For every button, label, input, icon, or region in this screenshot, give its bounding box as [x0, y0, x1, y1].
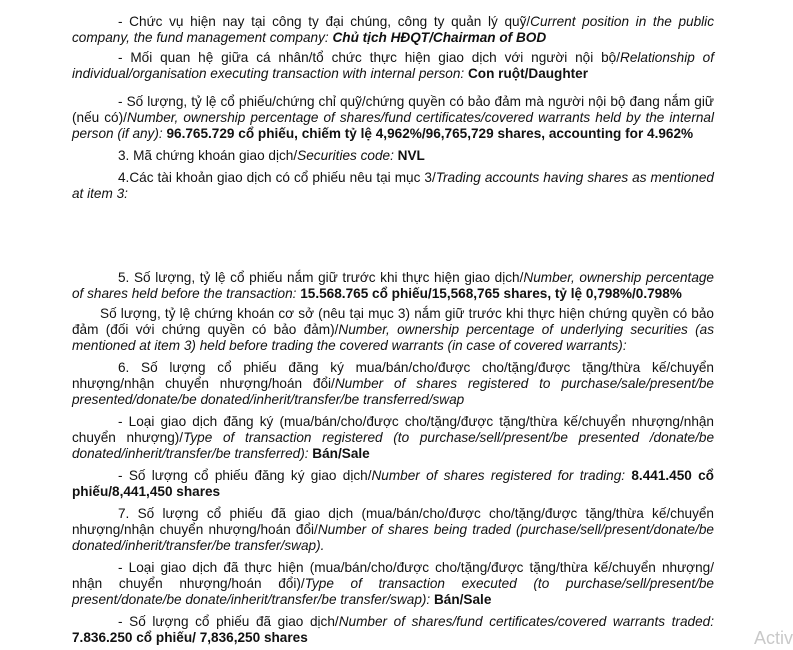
position-paragraph	[72, 14, 714, 46]
traded-shares-paragraph	[72, 506, 714, 554]
underlying-holding-en: Number, ownership percentage of underlying securities (as mentioned at item 3) held before trading the covered warrants (in case of covered warrants):	[72, 322, 714, 353]
traded-shares-en: Number of shares being traded (purchase/sell/present/donate/be donated/inherit/transfer/be transfer/swap).	[72, 522, 714, 553]
underlying-holding-paragraph	[72, 306, 714, 354]
registered-quantity-en: Number of shares registered for trading:	[371, 468, 632, 483]
relationship-value: Con ruột/Daughter	[467, 66, 589, 81]
holding-before-value: 15.568.765 cổ phiếu/15,568,765 shares, tỷ lệ 0,798%/0.798%	[300, 286, 682, 301]
internal-holding-vn: - Số lượng, tỷ lệ cổ phiếu/chứng chỉ quỹ/chứng quyền có bảo đảm mà người nội bộ đang nắm giữ (nếu có)/	[72, 94, 714, 125]
registered-type-value: Bán/Sale	[312, 446, 370, 461]
registered-shares-vn: 6. Số lượng cổ phiếu đăng ký mua/bán/cho/được cho/tặng/được tặng/thừa kế/chuyển nhượng/nhận chuyển nhượng/hoán đổi/	[72, 360, 714, 391]
traded-quantity-vn: - Số lượng cổ phiếu đã giao dịch/	[118, 614, 339, 629]
activation-watermark: Activ	[753, 628, 793, 648]
registered-type-paragraph	[72, 414, 714, 462]
registered-quantity-vn: - Số lượng cổ phiếu đăng ký giao dịch/	[118, 468, 372, 483]
traded-quantity-en: Number of shares/fund certificates/covered warrants traded:	[338, 614, 714, 629]
registered-type-vn: - Loại giao dịch đăng ký (mua/bán/cho/được cho/tặng/được tặng/thừa kế/chuyển nhượng/nhận chuyển nhượng)/	[72, 414, 714, 445]
trading-accounts-en: Trading accounts having shares as mentioned at item 3:	[72, 170, 714, 201]
position-en: Current position in the public company, the fund management company:	[72, 14, 714, 45]
registered-quantity-paragraph	[72, 468, 714, 500]
traded-shares-vn: 7. Số lượng cổ phiếu đã giao dịch (mua/bán/cho/được cho/tặng/được tặng/thừa kế/chuyển nhượng/nhận chuyển nhượng/hoán đổi/	[72, 506, 714, 537]
registered-type-en: Type of transaction registered (to purchase/sell/present/be presented /donate/be donated/inherit/transfer/be transferred):	[72, 430, 714, 461]
internal-holding-en: Number, ownership percentage of shares/fund certificates/covered warrants held by the internal person (if any):	[72, 110, 714, 141]
securities-code-paragraph	[72, 148, 714, 164]
executed-type-vn: - Loại giao dịch đã thực hiện (mua/bán/cho/được cho/tặng/được tặng/thừa kế/chuyển nhượng/ nhận chuyển nhượng/hoán đổi)/	[72, 560, 714, 591]
holding-before-vn: 5. Số lượng, tỷ lệ cổ phiếu nắm giữ trước khi thực hiện giao dịch/	[118, 270, 524, 285]
executed-type-paragraph	[72, 560, 714, 608]
traded-quantity-paragraph	[72, 614, 714, 646]
internal-holding-paragraph	[72, 94, 714, 142]
executed-type-en: Type of transaction executed (to purchase/sell/present/be present/donate/be donate/inherit/transfer/be transfer/swap):	[72, 576, 714, 607]
registered-shares-en: Number of shares registered to purchase/sale/present/be presented/donate/be donated/inherit/transfer/be transferred/swap	[72, 376, 714, 407]
internal-holding-value: 96.765.729 cổ phiếu, chiếm tỷ lệ 4,962%/96,765,729 shares, accounting for 4.962%	[166, 126, 694, 141]
registered-shares-paragraph	[72, 360, 714, 408]
relationship-vn: - Mối quan hệ giữa cá nhân/tổ chức thực hiện giao dịch với người nội bộ/	[118, 50, 620, 65]
relationship-en: Relationship of individual/organisation executing transaction with internal person:	[72, 50, 714, 81]
relationship-paragraph	[72, 50, 714, 82]
traded-quantity-value: 7.836.250 cổ phiếu/ 7,836,250 shares	[72, 630, 308, 645]
trading-accounts-vn: 4.Các tài khoản giao dịch có cổ phiếu nêu tại mục 3/	[118, 170, 436, 185]
securities-code-value: NVL	[397, 148, 425, 163]
securities-code-vn: 3. Mã chứng khoán giao dịch/	[118, 148, 298, 163]
registered-quantity-value: 8.441.450 cổ phiếu/8,441,450 shares	[72, 468, 714, 499]
executed-type-value: Bán/Sale	[433, 592, 492, 607]
holding-before-en: Number, ownership percentage of shares held before the transaction:	[72, 270, 714, 301]
position-vn: - Chức vụ hiện nay tại công ty đại chúng, công ty quản lý quỹ/	[118, 14, 531, 29]
holding-before-paragraph	[72, 270, 714, 302]
securities-code-en: Securities code:	[297, 148, 398, 163]
underlying-holding-vn: Số lượng, tỷ lệ chứng khoán cơ sở (nêu tại mục 3) nắm giữ trước khi thực hiện chứng quyền có bảo đảm (đối với chứng quyền có bảo đảm)/	[72, 306, 714, 337]
trading-accounts-paragraph	[72, 170, 714, 202]
position-value: Chủ tịch HĐQT/Chairman of BOD	[332, 30, 547, 45]
